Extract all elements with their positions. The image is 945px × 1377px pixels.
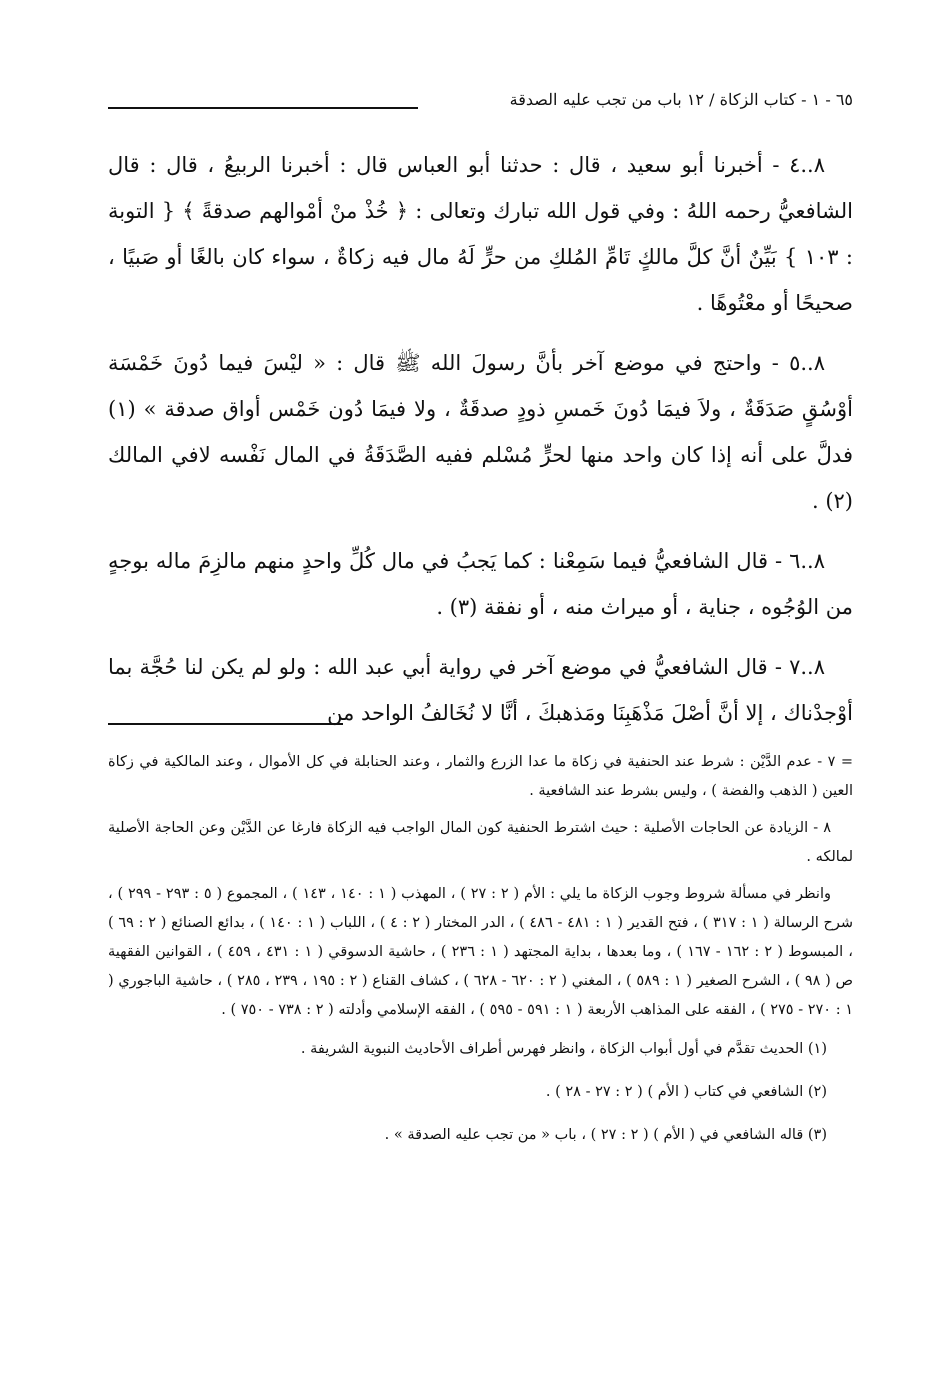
footnotes-area bbox=[108, 748, 853, 1164]
paragraph-8005: ٨..٥ - واحتج في موضع آخر بأنَّ رسولَ الله ﷺ قال : « ليْسَ فيما دُونَ خَمْسَة أوْسُقٍ صَدَقَةٌ ، ولاَ فيمَا دُونَ خَمسِ ذودٍ صدقَةٌ ، ولا فيمَا دُون خَمْس أواق صدقة » (١) فدلَّ على أنه إذا كان واحد منها لحرٍّ مُسْلم ففيه الصَّدَقَةُ في المال نَفْسه لافي المالك (٢) . bbox=[108, 351, 853, 513]
footnote-separator bbox=[108, 723, 343, 725]
running-title: ٦٥ - ١ - كتاب الزكاة / ١٢ باب من تجب عليه الصدقة bbox=[509, 90, 853, 109]
footnote-3: (٣) قاله الشافعي في ( الأم ) ( ٢ : ٢٧ ) ، باب « من تجب عليه الصدقة » . bbox=[384, 1127, 827, 1143]
paragraph-8007: ٨..٧ - قال الشافعيُّ في موضع آخر في رواية أبي عبد الله : ولو لم يكن لنا حُجَّة بما أوْجدْناك ، إلا أنَّ أصْلَ مَذْهَبِنَا ومَذهبكَ ، أنَّا لا نُخَالفُ الواحد من bbox=[108, 655, 853, 725]
paragraph-8004: ٨..٤ - أخبرنا أبو سعيد ، قال : حدثنا أبو العباس قال : أخبرنا الربيعُ ، قال : قال الشافعيُّ رحمه اللهُ : وفي قول الله تبارك وتعالى : ﴿ خُذْ منْ أمْوالهم صدقةً ﴾ { التوبة : ١٠٣ } بَيِّنٌ أنَّ كلَّ مالكٍ تَامِّ المُلكِ من حرٍّ لَهُ مال فيه زكاةٌ ، سواء كان بالغًا أو صَبيًا ، صحيحًا أو معْتُوهًا . bbox=[108, 153, 853, 315]
note-item: ٨ - الزيادة عن الحاجات الأصلية : حيث اشترط الحنفية كون المال الواجب فيه الزكاة فارغا عن الدَّيْن وعن الحاجة الأصلية لمالكه . bbox=[108, 820, 853, 865]
page-header bbox=[108, 90, 853, 120]
book-page bbox=[108, 80, 853, 1320]
paragraph-8006: ٨..٦ - قال الشافعيُّ فيما سَمِعْنا : كما يَجبُ في مال كُلِّ واحدٍ منهم مالزِمَ ماله بوجهٍ من الوُجُوه ، جناية ، أو ميراث منه ، أو نفقة (٣) . bbox=[108, 549, 853, 619]
footnote-1: (١) الحديث تقدَّم في أول أبواب الزكاة ، وانظر فهرس أطراف الأحاديث النبوية الشريفة . bbox=[300, 1041, 827, 1057]
header-rule bbox=[108, 107, 418, 109]
note-continuation: = ٧ - عدم الدَّيْن : شرط عند الحنفية في زكاة ما عدا الزرع والثمار ، وعند الحنابلة في كل الأموال ، وعند المالكية في زكاة العين ( الذهب والفضة ) ، وليس بشرط عند الشافعية . bbox=[108, 754, 853, 799]
note-references: وانظر في مسألة شروط وجوب الزكاة ما يلي : الأم ( ٢ : ٢٧ ) ، المهذب ( ١ : ١٤٠ ، ١٤٣ ) ، المجموع ( ٥ : ٢٩٣ - ٢٩٩ ) ، شرح الرسالة ( ١ : ٣١٧ ) ، فتح القدير ( ١ : ٤٨١ - ٤٨٦ ) ، الدر المختار ( ٢ : ٤ ) ، اللباب ( ١ : ١٤٠ ) ، بدائع الصنائع ( ٢ : ٦٩ ) ، المبسوط ( ٢ : ١٦٢ - ١٦٧ ) ، وما بعدها ، بداية المجتهد ( ١ : ٢٣٦ ) ، حاشية الدسوقي ( ١ : ٤٣١ ، ٤٥٩ ) ، القوانين الفقهية ص ( ٩٨ ) ، الشرح الصغير ( ١ : ٥٨٩ ) ، المغني ( ٢ : ٦٢٠ - ٦٢٨ ) ، كشاف القناع ( ٢ : ١٩٥ ، ٢٣٩ ، ٢٨٥ ) ، حاشية الباجوري ( ١ : ٢٧٠ - ٢٧٥ ) ، الفقه على المذاهب الأربعة ( ١ : ٥٩١ - ٥٩٥ ) ، الفقه الإسلامي وأدلته ( ٢ : ٧٣٨ - ٧٥٠ ) . bbox=[108, 886, 854, 1018]
footnote-2: (٢) الشافعي في كتاب ( الأم ) ( ٢ : ٢٧ - ٢٨ ) . bbox=[545, 1084, 827, 1100]
main-text bbox=[108, 142, 853, 750]
